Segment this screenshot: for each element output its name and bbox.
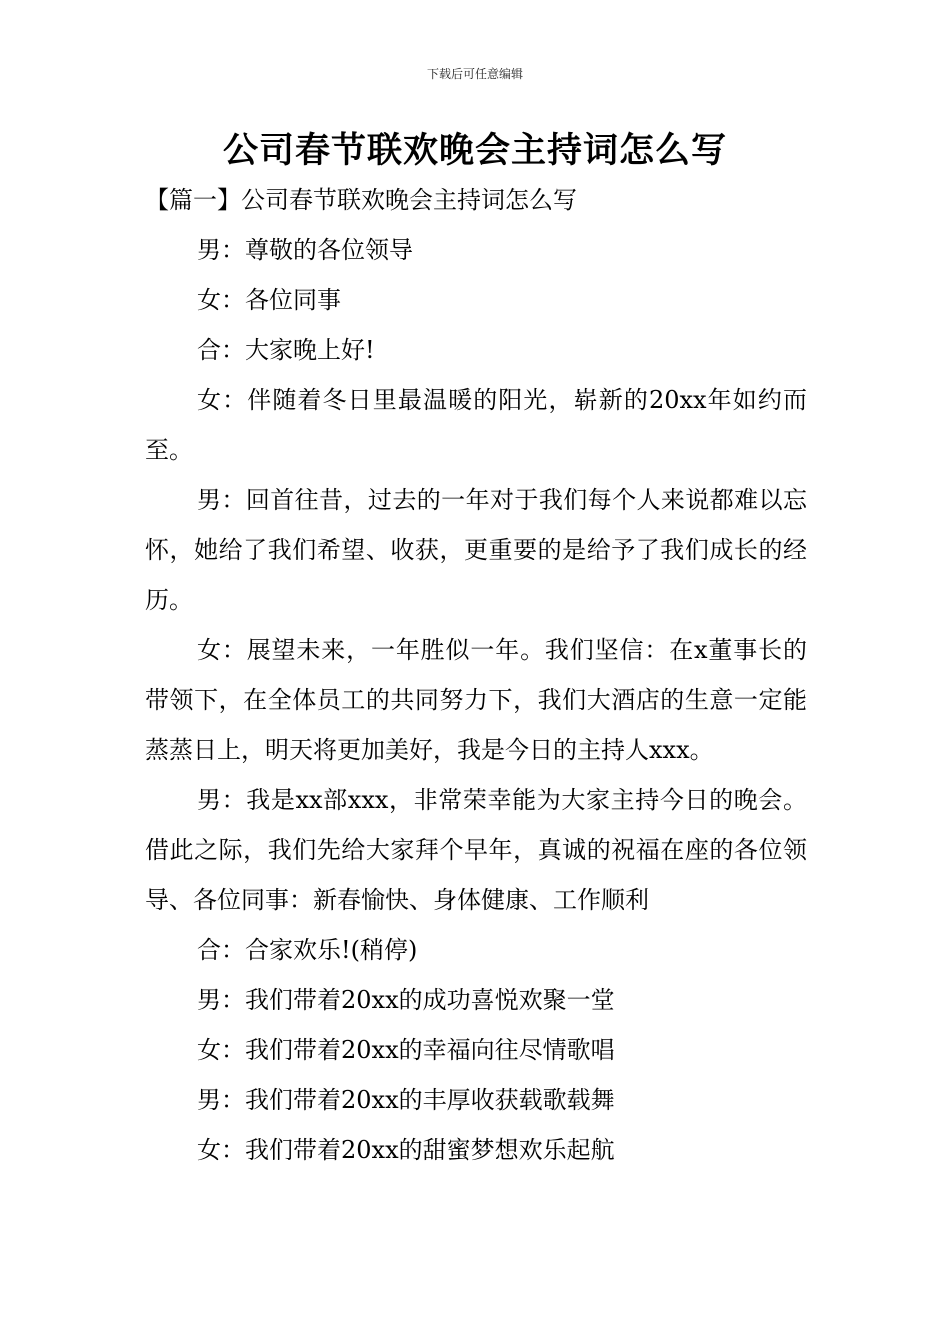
paragraph-host-intro: 男：我是xx部xxx，非常荣幸能为大家主持今日的晚会。借此之际，我们先给大家拜个早年，真诚的祝福在座的各位领导、各位同事：新春愉快、身体健康、工作顺利 <box>145 786 807 914</box>
paragraph-happiness: 女：我们带着20xx的幸福向往尽情歌唱 <box>197 1036 615 1064</box>
paragraph-dreams: 女：我们带着20xx的甜蜜梦想欢乐起航 <box>197 1136 615 1164</box>
paragraph-look-ahead: 女：展望未来，一年胜似一年。我们坚信：在x董事长的带领下，在全体员工的共同努力下，我们大酒店的生意一定能蒸蒸日上，明天将更加美好，我是今日的主持人xxx。 <box>145 636 807 764</box>
paragraph-greeting-leaders: 男：尊敬的各位领导 <box>197 236 413 264</box>
paragraph-success: 男：我们带着20xx的成功喜悦欢聚一堂 <box>197 986 615 1014</box>
paragraph-harvest: 男：我们带着20xx的丰厚收获载歌载舞 <box>197 1086 615 1114</box>
paragraph-new-year: 女：伴随着冬日里最温暖的阳光，崭新的20xx年如约而至。 <box>145 386 807 464</box>
paragraph-look-back: 男：回首往昔，过去的一年对于我们每个人来说都难以忘怀，她给了我们希望、收获，更重要的是给予了我们成长的经历。 <box>145 486 807 614</box>
paragraph-greeting-all: 合：大家晚上好! <box>197 336 375 364</box>
section-heading: 【篇一】公司春节联欢晚会主持词怎么写 <box>145 186 577 214</box>
document-body <box>145 175 807 1175</box>
document-title: 公司春节联欢晚会主持词怎么写 <box>222 130 727 171</box>
header-note: 下载后可任意编辑 <box>426 67 523 81</box>
paragraph-greeting-colleagues: 女：各位同事 <box>197 286 341 314</box>
paragraph-together: 合：合家欢乐!(稍停) <box>197 936 418 964</box>
